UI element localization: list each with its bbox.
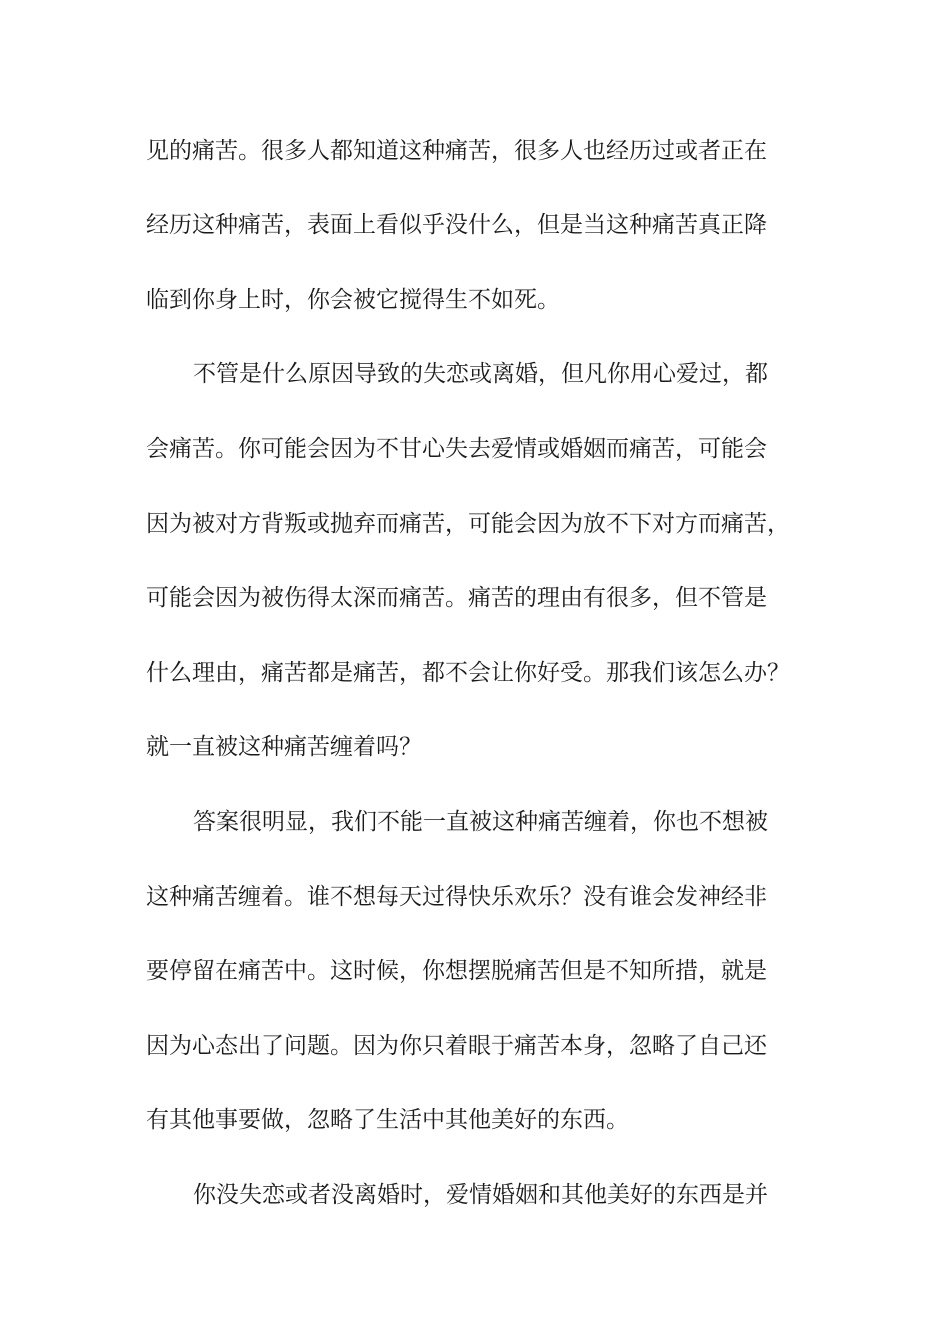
text-line-9: 就一直被这种痛苦缠着吗？ — [146, 734, 422, 760]
text-line-3: 临到你身上时，你会被它搅得生不如死。 — [146, 287, 560, 313]
text-line-1: 见的痛苦。很多人都知道这种痛苦，很多人也经历过或者正在 — [146, 138, 767, 164]
text-line-2: 经历这种痛苦，表面上看似乎没什么，但是当这种痛苦真正降 — [146, 212, 767, 238]
text-line-7: 可能会因为被伤得太深而痛苦。痛苦的理由有很多，但不管是 — [146, 585, 767, 611]
text-line-6: 因为被对方背叛或抛弃而痛苦，可能会因为放不下对方而痛苦， — [146, 511, 790, 537]
text-line-8: 什么理由，痛苦都是痛苦，都不会让你好受。那我们该怎么办？ — [146, 660, 790, 686]
text-line-10: 答案很明显，我们不能一直被这种痛苦缠着，你也不想被 — [193, 809, 768, 835]
text-line-4: 不管是什么原因导致的失恋或离婚，但凡你用心爱过，都 — [193, 361, 768, 387]
text-line-14: 有其他事要做，忽略了生活中其他美好的东西。 — [146, 1107, 629, 1133]
text-line-13: 因为心态出了问题。因为你只着眼于痛苦本身，忽略了自己还 — [146, 1033, 767, 1059]
text-line-11: 这种痛苦缠着。谁不想每天过得快乐欢乐？没有谁会发神经非 — [146, 884, 767, 910]
text-line-12: 要停留在痛苦中。这时候，你想摆脱痛苦但是不知所措，就是 — [146, 958, 767, 984]
text-line-5: 会痛苦。你可能会因为不甘心失去爱情或婚姻而痛苦，可能会 — [146, 436, 767, 462]
text-line-15: 你没失恋或者没离婚时，爱情婚姻和其他美好的东西是并 — [193, 1182, 768, 1208]
